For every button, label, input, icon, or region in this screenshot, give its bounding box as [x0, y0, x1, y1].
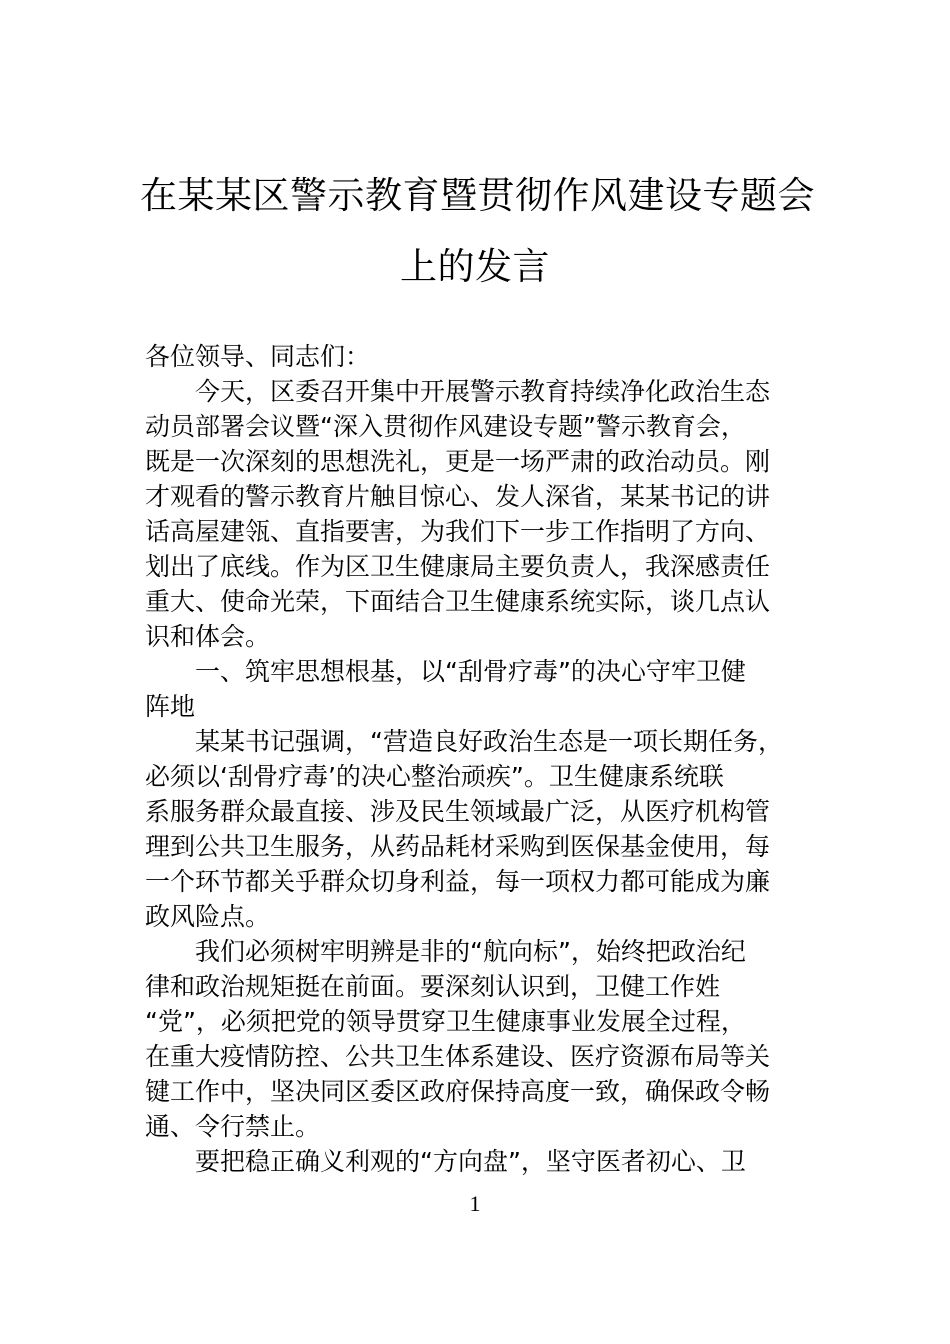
- document-title-line-1: 在某某区警示教育暨贯彻作风建设专题会: [140, 174, 815, 217]
- paragraph-2-line: 某某书记强调，“营造良好政治生态是一项长期任务，: [195, 727, 783, 756]
- page-number: 1: [469, 1191, 481, 1216]
- paragraph-1-line: 话高屋建瓴、直指要害，为我们下一步工作指明了方向、: [145, 517, 771, 546]
- paragraph-3-line: 律和政治规矩挺在前面。要深刻认识到，卫健工作姓: [145, 972, 721, 1001]
- paragraph-1-line: 识和体会。: [145, 622, 271, 651]
- section-heading-1-line: 一、筑牢思想根基，以“刮骨疗毒”的决心守牢卫健: [195, 657, 746, 686]
- paragraph-1-line: 才观看的警示教育片触目惊心、发人深省，某某书记的讲: [145, 482, 771, 511]
- paragraph-3-line: 我们必须树牢明辨是非的“航向标”，始终把政治纪: [195, 937, 746, 966]
- paragraph-2-line: 理到公共卫生服务，从药品耗材采购到医保基金使用，每: [145, 832, 771, 861]
- paragraph-3-line: “党”，必须把党的领导贯穿卫生健康事业发展全过程，: [145, 1007, 746, 1036]
- paragraph-3-line: 通、令行禁止。: [145, 1112, 321, 1141]
- paragraph-2-line: 一个环节都关乎群众切身利益，每一项权力都可能成为廉: [145, 867, 771, 896]
- paragraph-3-line: 在重大疫情防控、公共卫生体系建设、医疗资源布局等关: [145, 1042, 771, 1071]
- paragraph-1-line: 重大、使命光荣，下面结合卫生健康系统实际，谈几点认: [145, 587, 771, 616]
- paragraph-1-line: 动员部署会议暨“深入贯彻作风建设专题”警示教育会，: [145, 412, 746, 441]
- paragraph-2-line: 政风险点。: [145, 902, 271, 931]
- paragraph-1-line: 划出了底线。作为区卫生健康局主要负责人，我深感责任: [145, 552, 771, 581]
- paragraph-1-line: 既是一次深刻的思想洗礼，更是一场严肃的政治动员。刚: [145, 447, 771, 476]
- paragraph-1-line: 今天，区委召开集中开展警示教育持续净化政治生态: [195, 377, 771, 406]
- paragraph-2-line: 系服务群众最直接、涉及民生领域最广泛，从医疗机构管: [145, 797, 771, 826]
- section-heading-1-line: 阵地: [145, 692, 196, 721]
- paragraph-3-line: 键工作中，坚决同区委区政府保持高度一致，确保政令畅: [145, 1077, 771, 1106]
- paragraph-4-line: 要把稳正确义利观的“方向盘”，坚守医者初心、卫: [195, 1147, 746, 1176]
- document-title-line-2: 上的发言: [400, 245, 550, 288]
- salutation: 各位领导、同志们：: [145, 342, 371, 371]
- paragraph-2-line: 必须以‘刮骨疗毒’的决心整治顽疾”。卫生健康系统联: [145, 762, 724, 791]
- document-body: [145, 339, 835, 1179]
